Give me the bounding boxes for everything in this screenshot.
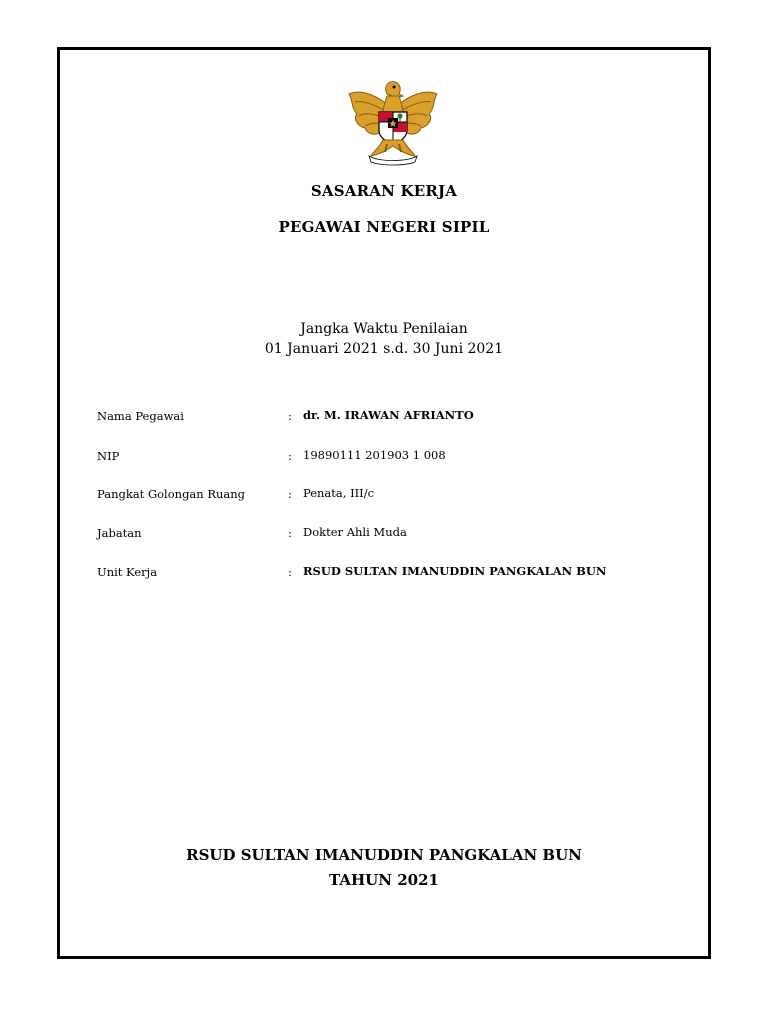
field-label: Jabatan [97,526,142,540]
info-row-pangkat-golongan [97,487,697,505]
document-title-line-2: PEGAWAI NEGERI SIPIL [278,218,490,236]
field-separator: : [288,526,292,540]
document-title-line-1: SASARAN KERJA [310,182,458,200]
field-label: Unit Kerja [97,565,158,579]
field-label: NIP [97,449,120,463]
field-separator: : [288,409,292,423]
info-row-unit-kerja [97,565,697,583]
info-row-jabatan [97,526,697,544]
garuda-pancasila-emblem-icon [343,78,443,166]
field-label: Nama Pegawai [97,409,184,423]
field-label: Pangkat Golongan Ruang [97,487,246,501]
field-separator: : [288,565,292,579]
footer-institution: RSUD SULTAN IMANUDDIN PANGKALAN BUN [186,846,582,864]
field-separator: : [288,487,292,501]
info-row-nip [97,449,697,467]
footer-year: TAHUN 2021 [329,871,439,889]
field-value: Dokter Ahli Muda [303,525,407,539]
field-value: 19890111 201903 1 008 [303,448,446,462]
field-value: dr. M. IRAWAN AFRIANTO [303,408,474,422]
field-value: RSUD SULTAN IMANUDDIN PANGKALAN BUN [303,564,607,578]
info-row-nama-pegawai [97,409,697,427]
field-separator: : [288,449,292,463]
assessment-period-label: Jangka Waktu Penilaian [300,321,468,337]
assessment-period-range: 01 Januari 2021 s.d. 30 Juni 2021 [264,341,504,357]
field-value: Penata, III/c [303,486,375,500]
